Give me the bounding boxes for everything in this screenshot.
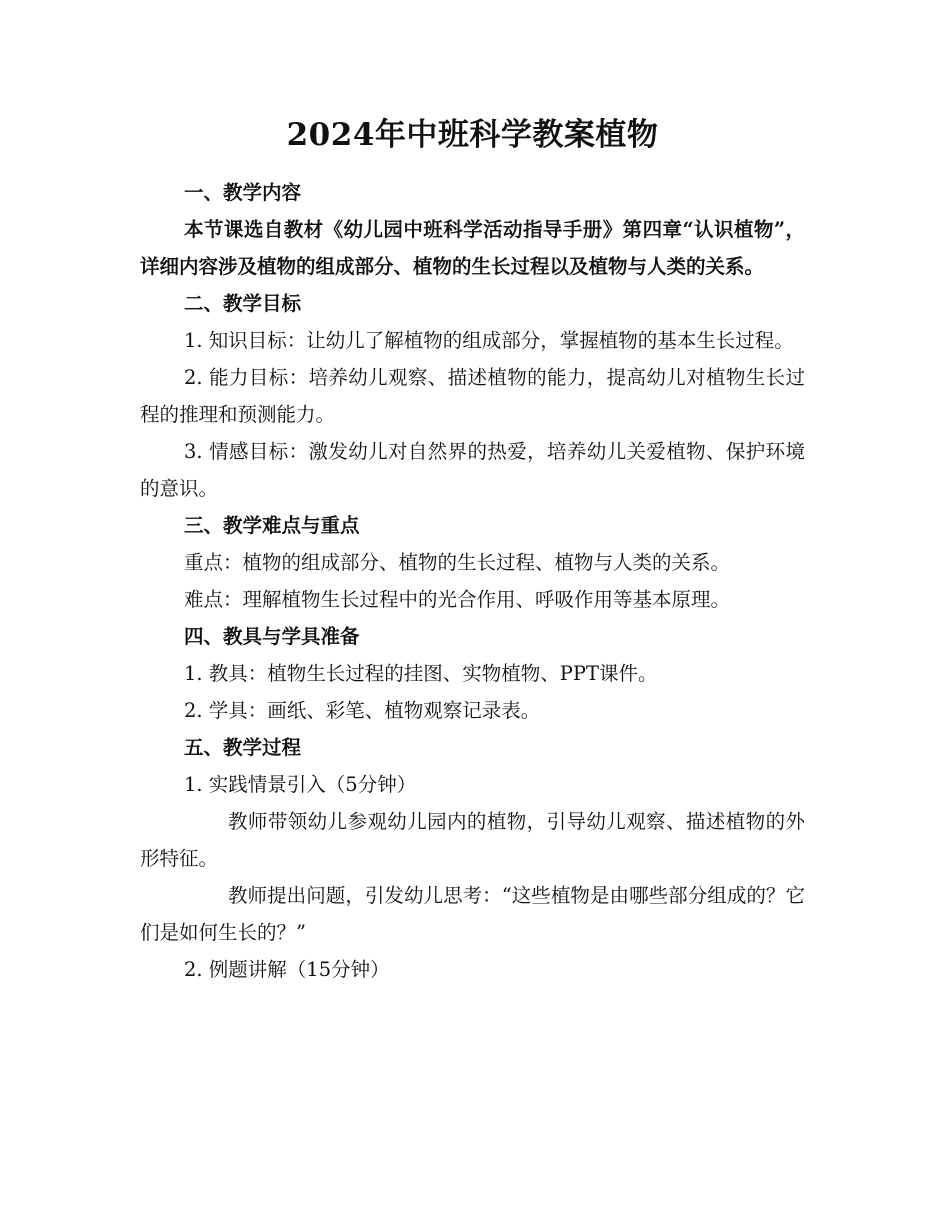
document-page <box>140 110 805 988</box>
section-heading-process: 五、教学过程 <box>184 736 302 759</box>
section-heading-content: 一、教学内容 <box>184 181 302 204</box>
section-content-text: 本节课选自教材《幼儿园中班科学活动指导手册》第四章“认识植物”，详细内容涉及植物的组成部分、植物的生长过程以及植物与人类的关系。 <box>140 218 805 278</box>
objective-emotion: 3. 情感目标：激发幼儿对自然界的热爱，培养幼儿关爱植物、保护环境的意识。 <box>140 440 805 500</box>
section-heading-objectives: 二、教学目标 <box>184 292 302 315</box>
process-step-1: 1. 实践情景引入（5分钟） <box>184 773 417 796</box>
process-step-1-detail-a: 教师带领幼儿参观幼儿园内的植物，引导幼儿观察、描述植物的外形特征。 <box>140 810 805 870</box>
objective-ability: 2. 能力目标：培养幼儿观察、描述植物的能力，提高幼儿对植物生长过程的推理和预测能力。 <box>140 366 805 426</box>
process-step-1-detail-b: 教师提出问题，引发幼儿思考：“这些植物是由哪些部分组成的？它们是如何生长的？” <box>140 884 805 944</box>
objective-knowledge: 1. 知识目标：让幼儿了解植物的组成部分，掌握植物的基本生长过程。 <box>184 329 794 352</box>
materials-student: 2. 学具：画纸、彩笔、植物观察记录表。 <box>184 699 541 722</box>
document-title: 2024年中班科学教案植物 <box>286 117 659 153</box>
materials-teacher: 1. 教具：植物生长过程的挂图、实物植物、PPT课件。 <box>184 662 658 685</box>
section-heading-materials: 四、教具与学具准备 <box>184 625 360 648</box>
difficult-point-text: 难点：理解植物生长过程中的光合作用、呼吸作用等基本原理。 <box>184 588 731 611</box>
process-step-2: 2. 例题讲解（15分钟） <box>184 958 390 981</box>
section-heading-key-points: 三、教学难点与重点 <box>184 514 360 537</box>
key-point-text: 重点：植物的组成部分、植物的生长过程、植物与人类的关系。 <box>184 551 731 574</box>
